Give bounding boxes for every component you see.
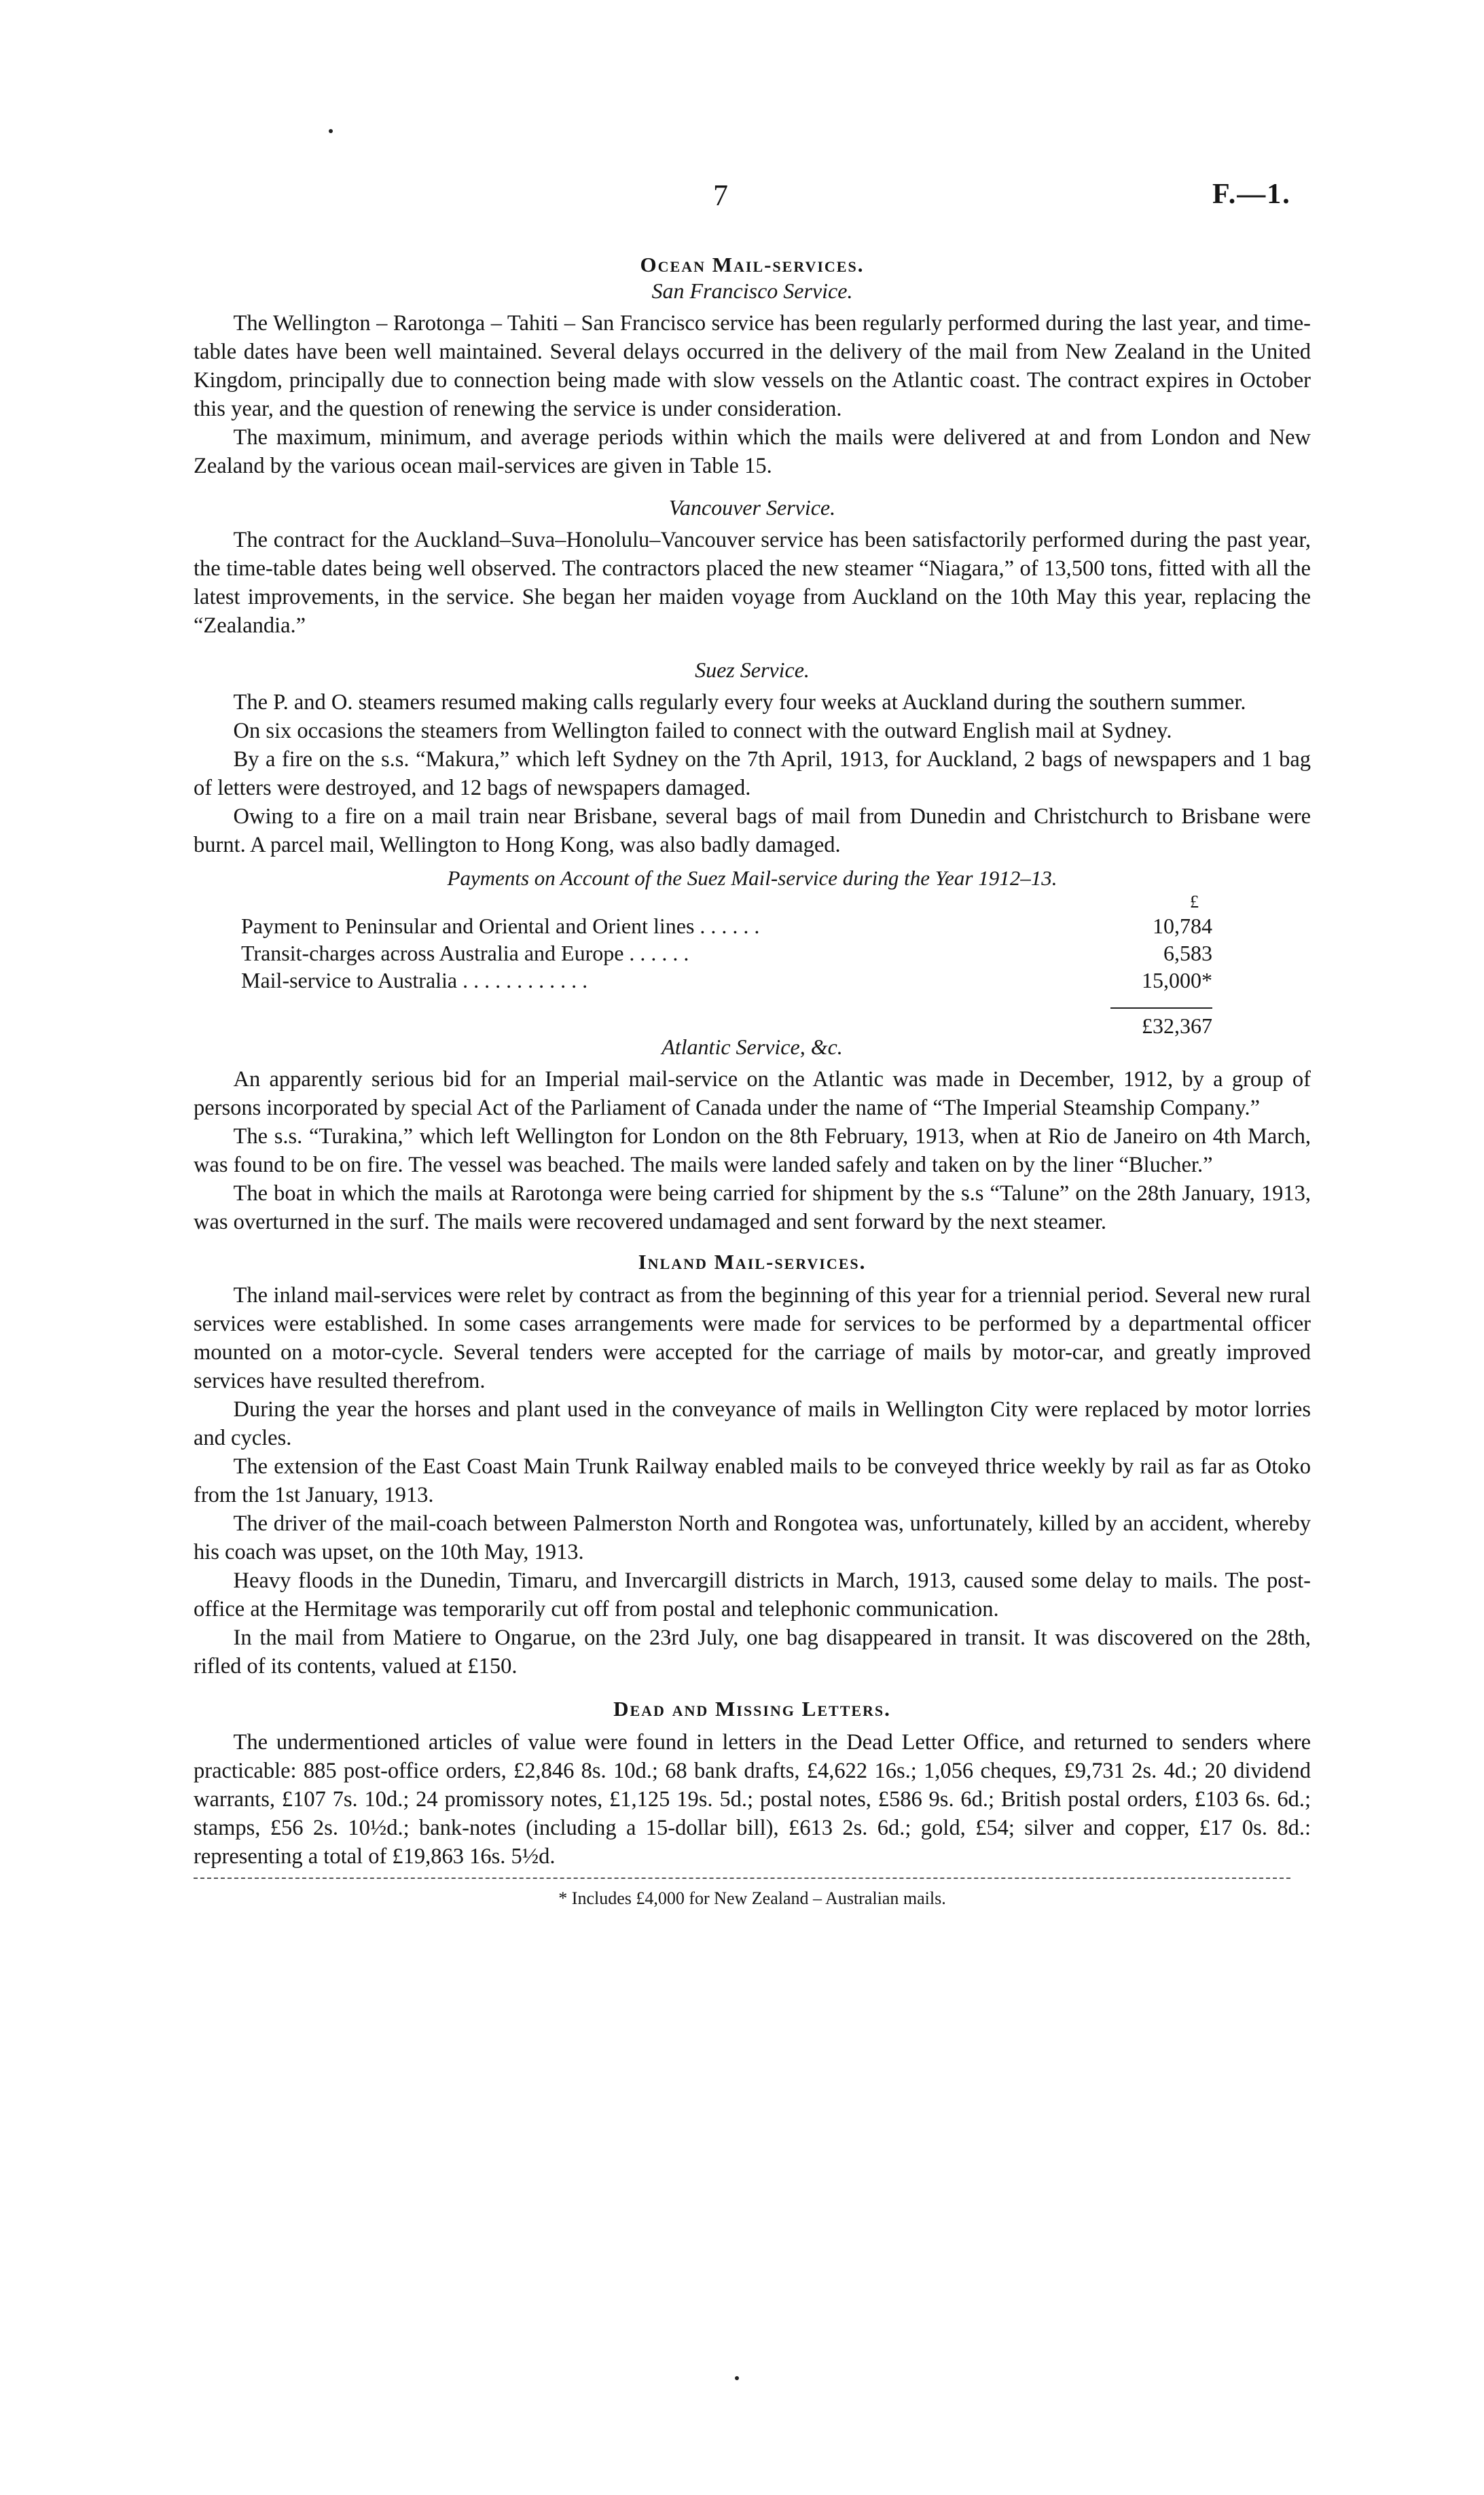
- atlantic-paragraph-3: The boat in which the mails at Rarotonga were being carried for shipment by the s.s “Talune” on the 28th January, 1913, was overturned in the surf. The mails were recovered undamaged and sent forward by the next steamer.: [194, 1181, 1311, 1234]
- payment-amount: 6,583: [1163, 941, 1212, 965]
- payment-label: Mail-service to Australia . . . . . . . . . . . .: [241, 968, 588, 992]
- atlantic-paragraph-2: The s.s. “Turakina,” which left Wellington for London on the 8th February, 1913, when at Rio de Janeiro on 4th March, was found to be on fire. The vessel was beached. The mails were landed safely and taken on by the liner “Blucher.”: [194, 1124, 1311, 1177]
- vancouver-subtitle: Vancouver Service.: [668, 495, 836, 520]
- payments-total-row: [241, 1009, 1212, 1043]
- vancouver-paragraph-1: The contract for the Auckland–Suva–Honolulu–Vancouver service has been satisfactorily performed during the past year, the time-table dates being well observed. The contractors placed the new steamer “Niagara,” of 13,500 tons, fitted with all the latest improvements, in the service. She began her maiden voyage from Auckland on the 10th May this year, replacing the “Zealandia.”: [194, 528, 1311, 638]
- payment-amount: 10,784: [1153, 914, 1212, 938]
- suez-paragraph-4: Owing to a fire on a mail train near Brisbane, several bags of mail from Dunedin and Christchurch to Brisbane were burnt. A parcel mail, Wellington to Hong Kong, was also badly damaged.: [194, 804, 1311, 857]
- payments-total: £32,367: [1142, 1013, 1212, 1038]
- suez-paragraph-2: On six occasions the steamers from Wellington failed to connect with the outward English mail at Sydney.: [233, 719, 1172, 743]
- inland-paragraph-1: The inland mail-services were relet by contract as from the beginning of this year for a triennial period. Several new rural services were established. In some cases arrangements were made for services to be performed by a departmental officer mounted on a motor-cycle. Several tenders were accepted for the carriage of mails by motor-car, and greatly improved services have resulted therefrom.: [194, 1283, 1311, 1393]
- payments-table: [241, 892, 1212, 1043]
- inland-paragraph-2: During the year the horses and plant used in the conveyance of mails in Wellington City were replaced by motor lorries and cycles.: [194, 1397, 1311, 1450]
- dead-letters-section-title: Dead and Missing Letters.: [613, 1697, 891, 1721]
- payments-row: [241, 967, 1212, 994]
- inland-paragraph-4: The driver of the mail-coach between Palmerston North and Rongotea was, unfortunately, killed by an accident, whereby his coach was upset, on the 10th May, 1913.: [194, 1511, 1311, 1564]
- payments-row: [241, 939, 1212, 967]
- payments-table-title: Payments on Account of the Suez Mail-service during the Year 1912–13.: [447, 866, 1057, 890]
- suez-paragraph-3: By a fire on the s.s. “Makura,” which left Sydney on the 7th April, 1913, for Auckland, 2 bags of newspapers and 1 bag of letters were destroyed, and 12 bags of newspapers damaged.: [194, 747, 1311, 800]
- inland-paragraph-3: The extension of the East Coast Main Trunk Railway enabled mails to be conveyed thrice weekly by rail as far as Otoko from the 1st January, 1913.: [194, 1454, 1311, 1507]
- sf-paragraph-2: The maximum, minimum, and average periods within which the mails were delivered at and from London and New Zealand by the various ocean mail-services are given in Table 15.: [194, 425, 1311, 478]
- dead-letters-paragraph: The undermentioned articles of value were found in letters in the Dead Letter Office, and returned to senders where practicable: 885 post-office orders, £2,846 8s. 10d.; 68 bank drafts, £4,622 16s.; 1,056 cheques, £9,731 2s. 4d.; 20 dividend warrants, £107 7s. 10d.; 24 promissory notes, £1,125 19s. 5d.; postal notes, £586 9s. 6d.; British postal orders, £103 6s. 6d.; stamps, £56 2s. 10½d.; bank-notes (including a 15-dollar bill), £613 2s. 6d.; gold, £54; silver and copper, £17 0s. 8d.: representing a total of £19,863 16s. 5½d.: [194, 1730, 1311, 1869]
- sf-paragraph-1: The Wellington – Rarotonga – Tahiti – San Francisco service has been regularly performed during the last year, and time-table dates have been well maintained. Several delays occurred in the delivery of the mail from New Zealand in the United Kingdom, principally due to connection being made with slow vessels on the Atlantic coast. The contract expires in October this year, and the question of renewing the service is under consideration.: [194, 311, 1311, 421]
- footnote-rule: [194, 1878, 1290, 1879]
- sf-subtitle: San Francisco Service.: [651, 279, 853, 303]
- document-reference: F.—1.: [1212, 179, 1291, 210]
- inland-paragraph-6: In the mail from Matiere to Ongarue, on the 23rd July, one bag disappeared in transit. It was discovered on the 28th, rifled of its contents, valued at £150.: [194, 1626, 1311, 1679]
- inland-paragraph-5: Heavy floods in the Dunedin, Timaru, and Invercargill districts in March, 1913, caused some delay to mails. The post-office at the Hermitage was temporarily cut off from postal and telephonic communication.: [194, 1568, 1311, 1621]
- ocean-section-title: Ocean Mail-services.: [640, 253, 865, 276]
- payment-label: Transit-charges across Australia and Europe . . . . . .: [241, 941, 689, 965]
- payment-amount: 15,000*: [1142, 968, 1212, 992]
- payments-row: [241, 912, 1212, 939]
- scan-speck: [329, 129, 333, 133]
- currency-header: £: [1190, 892, 1199, 912]
- page-number: 7: [713, 179, 728, 212]
- suez-subtitle: Suez Service.: [695, 658, 810, 682]
- payment-label: Payment to Peninsular and Oriental and Orient lines . . . . . .: [241, 914, 760, 938]
- atlantic-subtitle: Atlantic Service, &c.: [662, 1035, 843, 1059]
- atlantic-paragraph-1: An apparently serious bid for an Imperial mail-service on the Atlantic was made in December, 1912, by a group of persons incorporated by special Act of the Parliament of Canada under the name of “The Imperial Steamship Company.”: [194, 1067, 1311, 1120]
- text-column: [194, 253, 1311, 1909]
- inland-section-title: Inland Mail-services.: [638, 1250, 867, 1274]
- suez-paragraph-1: The P. and O. steamers resumed making calls regularly every four weeks at Auckland during the southern summer.: [233, 690, 1246, 715]
- scan-speck: [735, 2376, 739, 2380]
- footnote: * Includes £4,000 for New Zealand – Australian mails.: [558, 1888, 946, 1908]
